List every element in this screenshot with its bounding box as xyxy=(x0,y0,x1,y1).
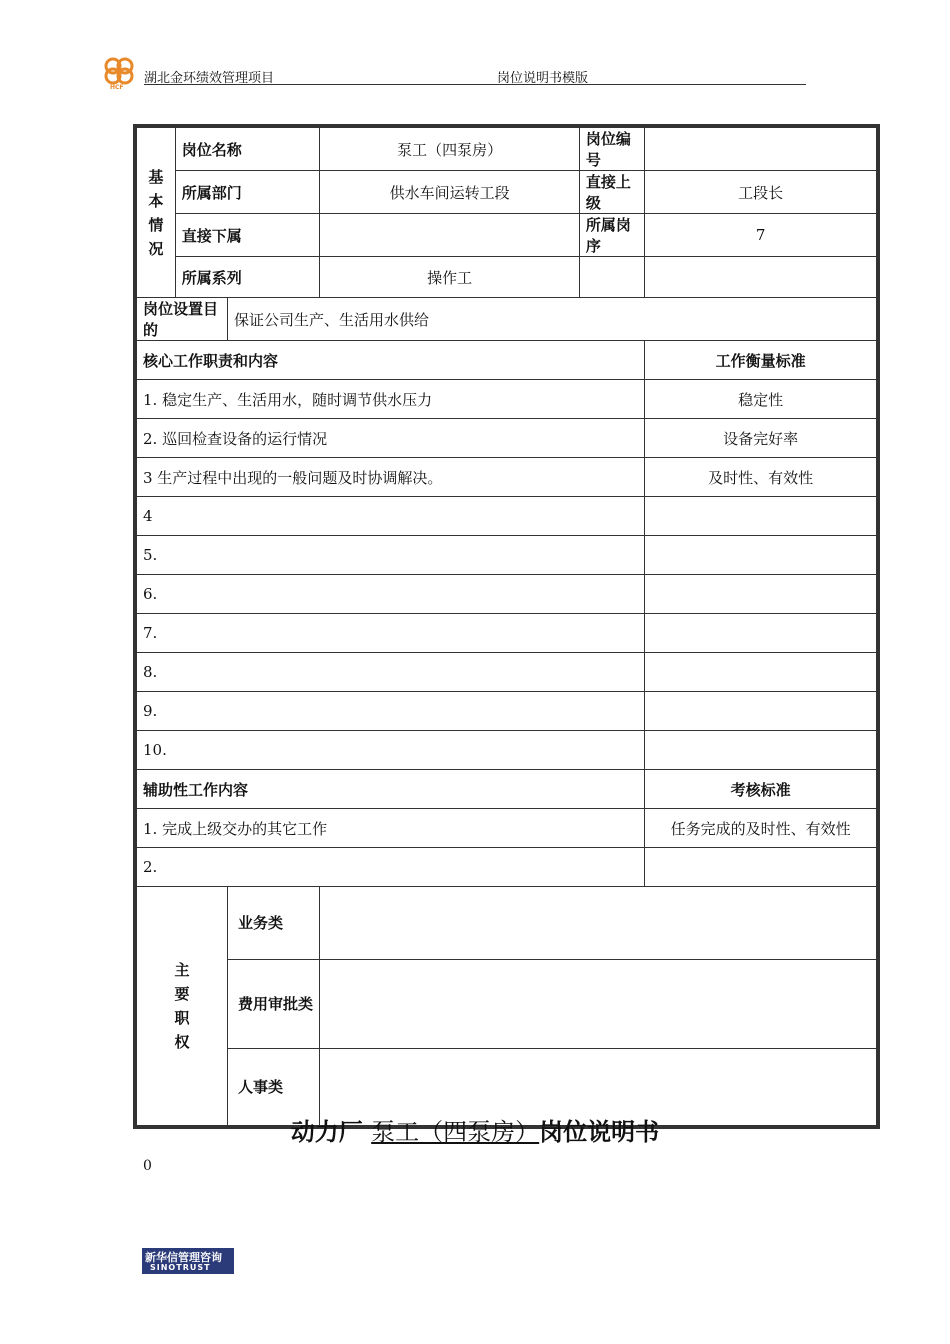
core-standard-7 xyxy=(645,614,878,653)
post-name-value: 泵工（四泵房） xyxy=(320,126,579,171)
document-title xyxy=(0,1112,950,1147)
header-project-name: 湖北金环绩效管理项目 xyxy=(144,71,275,86)
series-value: 操作工 xyxy=(320,257,579,298)
core-standard-8 xyxy=(645,653,878,692)
series-empty-2 xyxy=(645,257,878,298)
core-standard-3: 及时性、有效性 xyxy=(645,458,878,497)
purpose-row xyxy=(135,298,878,341)
title-suffix: 岗位说明书 xyxy=(539,1118,660,1146)
table-row xyxy=(135,653,878,692)
series-empty-1 xyxy=(579,257,644,298)
header-doc-type: 岗位说明书模版 xyxy=(497,71,589,86)
core-content-5: 5. xyxy=(135,536,645,575)
core-content-2: 2. 巡回检查设备的运行情况 xyxy=(135,419,645,458)
core-content-3: 3 生产过程中出现的一般问题及时协调解决。 xyxy=(135,458,645,497)
core-content-1: 1. 稳定生产、生活用水，随时调节供水压力 xyxy=(135,380,645,419)
core-content-6: 6. xyxy=(135,575,645,614)
job-description-table xyxy=(133,124,880,1129)
table-row xyxy=(135,458,878,497)
rank-value: 7 xyxy=(645,214,878,257)
table-row xyxy=(135,575,878,614)
rank-label: 所属岗序 xyxy=(579,214,644,257)
aux-content-2: 2. xyxy=(135,848,645,887)
authority-value-expense xyxy=(320,960,878,1049)
core-standard-10 xyxy=(645,731,878,770)
basic-row-4 xyxy=(135,257,878,298)
hcf-logo xyxy=(100,52,138,90)
basic-row-1 xyxy=(135,126,878,171)
table-row xyxy=(135,692,878,731)
title-position: 泵工（四泵房） xyxy=(371,1118,540,1146)
table-row xyxy=(135,614,878,653)
subordinate-label: 直接下属 xyxy=(175,214,320,257)
aux-standard-header: 考核标准 xyxy=(645,770,878,809)
aux-content-1: 1. 完成上级交办的其它工作 xyxy=(135,809,645,848)
authority-label-personnel: 人事类 xyxy=(227,1049,320,1128)
aux-header-row xyxy=(135,770,878,809)
superior-value: 工段长 xyxy=(645,171,878,214)
core-standard-1: 稳定性 xyxy=(645,380,878,419)
footer-logo-cn: 新华信管理咨询 xyxy=(145,1251,222,1264)
purpose-value: 保证公司生产、生活用水供给 xyxy=(227,298,878,341)
authority-value-business xyxy=(320,887,878,960)
core-header-row xyxy=(135,341,878,380)
authority-row-2 xyxy=(135,960,878,1049)
core-header: 核心工作职责和内容 xyxy=(135,341,645,380)
svg-text:HCF: HCF xyxy=(110,84,124,90)
core-content-4: 4 xyxy=(135,497,645,536)
aux-standard-1: 任务完成的及时性、有效性 xyxy=(645,809,878,848)
core-standard-2: 设备完好率 xyxy=(645,419,878,458)
sinotrust-logo xyxy=(142,1248,234,1274)
core-content-8: 8. xyxy=(135,653,645,692)
core-standard-6 xyxy=(645,575,878,614)
purpose-label: 岗位设置目的 xyxy=(135,298,227,341)
table-row xyxy=(135,380,878,419)
core-content-9: 9. xyxy=(135,692,645,731)
page-header xyxy=(100,52,806,90)
title-prefix: 动力厂 xyxy=(290,1118,363,1146)
core-content-7: 7. xyxy=(135,614,645,653)
basic-section-label: 基 本 情 况 xyxy=(135,126,175,298)
post-name-label: 岗位名称 xyxy=(175,126,320,171)
subordinate-value xyxy=(320,214,579,257)
table-row xyxy=(135,848,878,887)
header-divider xyxy=(144,84,806,85)
core-standard-9 xyxy=(645,692,878,731)
core-content-10: 10. xyxy=(135,731,645,770)
aux-header: 辅助性工作内容 xyxy=(135,770,645,809)
authority-label-business: 业务类 xyxy=(227,887,320,960)
authority-label-expense: 费用审批类 xyxy=(227,960,320,1049)
footer-logo-en: SINOTRUST xyxy=(150,1263,211,1272)
table-row xyxy=(135,809,878,848)
table-row xyxy=(135,497,878,536)
superior-label: 直接上级 xyxy=(579,171,644,214)
table-row xyxy=(135,731,878,770)
aux-standard-2 xyxy=(645,848,878,887)
authority-section-label: 主 要 职 权 xyxy=(135,887,227,1128)
series-label: 所属系列 xyxy=(175,257,320,298)
core-standard-header: 工作衡量标准 xyxy=(645,341,878,380)
table-row xyxy=(135,536,878,575)
basic-row-2 xyxy=(135,171,878,214)
post-code-value xyxy=(645,126,878,171)
basic-row-3 xyxy=(135,214,878,257)
post-code-label: 岗位编号 xyxy=(579,126,644,171)
core-standard-4 xyxy=(645,497,878,536)
authority-row-1 xyxy=(135,887,878,960)
page-number: 0 xyxy=(143,1158,152,1174)
core-standard-5 xyxy=(645,536,878,575)
table-row xyxy=(135,419,878,458)
dept-value: 供水车间运转工段 xyxy=(320,171,579,214)
dept-label: 所属部门 xyxy=(175,171,320,214)
